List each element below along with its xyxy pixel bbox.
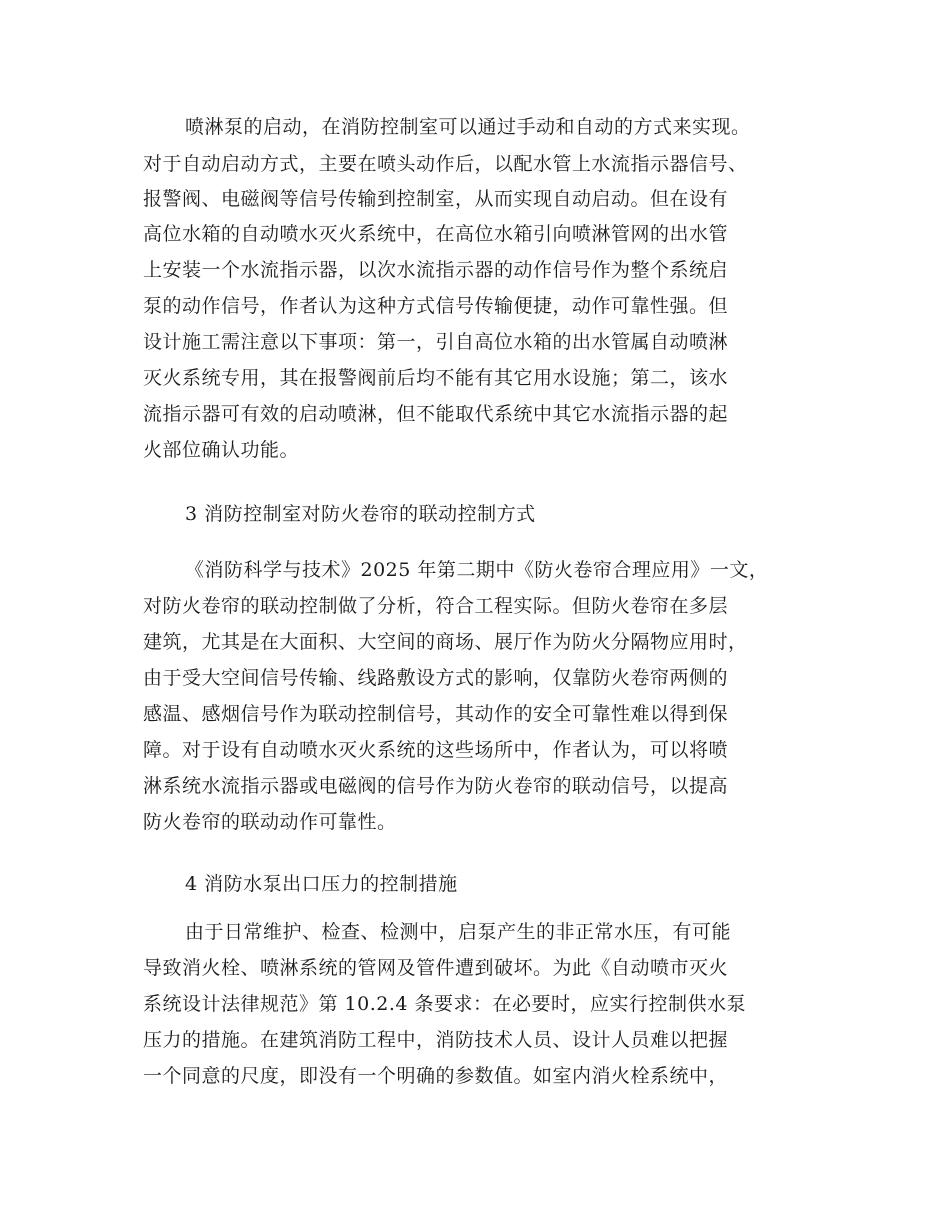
text-line: 压力的措施。在建筑消防工程中，消防技术人员、设计人员难以把握 [143,1029,729,1051]
text-line: 感温、感烟信号作为联动控制信号，其动作的安全可靠性难以得到保 [143,703,729,725]
text-line: 火部位确认功能。 [143,439,300,461]
text-line: 障。对于设有自动喷水灭火系统的这些场所中，作者认为，可以将喷 [143,739,729,761]
section-heading-4: 4 消防水泵出口压力的控制措施 [185,873,458,895]
text-line: 导致消火栓、喷淋系统的管网及管件遭到破坏。为此《自动喷市灭火 [143,957,729,979]
text-line: 报警阀、电磁阀等信号传输到控制室，从而实现自动启动。但在设有 [143,188,729,210]
text-line: 对于自动启动方式，主要在喷头动作后，以配水管上水流指示器信号、 [143,153,748,175]
text-line: 流指示器可有效的启动喷淋，但不能取代系统中其它水流指示器的起 [143,403,729,425]
text-line: 上安装一个水流指示器，以次水流指示器的动作信号作为整个系统启 [143,259,729,281]
text-line: 建筑，尤其是在大面积、大空间的商场、展厅作为防火分隔物应用时， [143,631,748,653]
text-line: 对防火卷帘的联动控制做了分析，符合工程实际。但防火卷帘在多层 [143,595,729,617]
text-line: 系统设计法律规范》第 10.2.4 条要求：在必要时，应实行控制供水泵 [143,993,747,1015]
text-line: 一个同意的尺度，即没有一个明确的参数值。如室内消火栓系统中， [143,1065,729,1087]
text-line: 高位水箱的自动喷水灭火系统中，在高位水箱引向喷淋管网的出水管 [143,223,729,245]
text-line: 灭火系统专用，其在报警阀前后均不能有其它用水设施；第二，该水 [143,367,729,389]
text-line: 由于受大空间信号传输、线路敷设方式的影响，仅靠防火卷帘两侧的 [143,667,729,689]
text-line: 防火卷帘的联动动作可靠性。 [143,811,397,833]
text-line: 喷淋泵的启动，在消防控制室可以通过手动和自动的方式来实现。 [185,116,751,138]
text-line: 淋系统水流指示器或电磁阀的信号作为防火卷帘的联动信号，以提高 [143,775,729,797]
text-line: 由于日常维护、检查、检测中，启泵产生的非正常水压，有可能 [185,921,732,943]
text-line: 设计施工需注意以下事项：第一，引自高位水箱的出水管属自动喷淋 [143,331,729,353]
section-heading-3: 3 消防控制室对防火卷帘的联动控制方式 [185,503,536,525]
text-line: 《消防科学与技术》2025 年第二期中《防火卷帘合理应用》一文， [185,559,769,581]
text-line: 泵的动作信号，作者认为这种方式信号传输便捷，动作可靠性强。但 [143,295,729,317]
